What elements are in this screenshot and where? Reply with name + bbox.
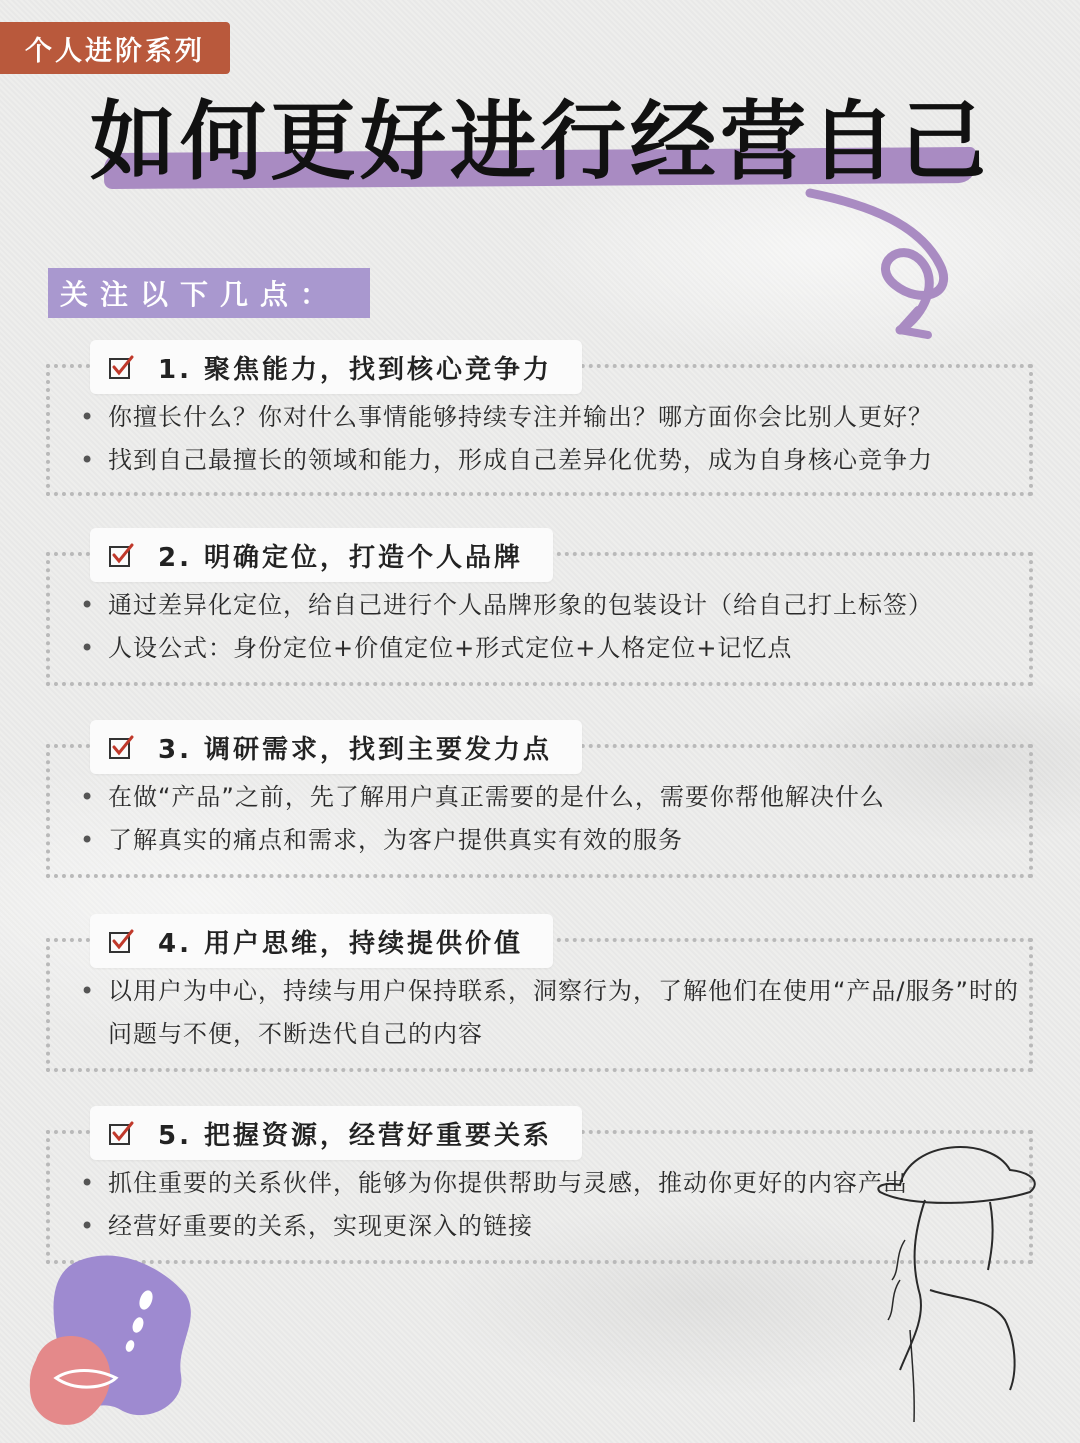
page-title: 如何更好进行经营自己 [90,92,990,192]
list-item: • 抓住重要的关系伙伴，能够为你提供帮助与灵感，推动你更好的内容产出 [80,1162,1019,1205]
list-item: • 在做“产品”之前，先了解用户真正需要的是什么，需要你帮他解决什么 [80,776,1019,819]
section-title-3 [90,720,582,774]
checkbox-checked-icon [108,354,134,380]
section-1 [46,354,1033,496]
section-title-text: 5. 把握资源，经营好重要关系 [158,1120,553,1151]
list-item: • 了解真实的痛点和需求，为客户提供真实有效的服务 [80,819,1019,862]
woman-in-hat-line-drawing-icon [870,1130,1050,1430]
swirl-arrow-icon [800,185,970,345]
section-title-4 [90,914,553,968]
section-title-text: 4. 用户思维，持续提供价值 [158,928,524,959]
section-title-2 [90,528,553,582]
section-3 [46,734,1033,878]
section-4 [46,928,1033,1072]
list-item: • 经营好重要的关系，实现更深入的链接 [80,1205,1019,1248]
focus-label: 关注以下几点： [48,268,370,318]
list-item: • 你擅长什么？你对什么事情能够持续专注并输出？哪方面你会比别人更好？ [80,396,1019,439]
list-item: • 通过差异化定位，给自己进行个人品牌形象的包装设计（给自己打上标签） [80,584,1019,627]
section-title-text: 1. 聚焦能力，找到核心竞争力 [158,354,553,385]
abstract-blobs-icon [26,1250,206,1430]
list-item: • 找到自己最擅长的领域和能力，形成自己差异化优势，成为自身核心竞争力 [80,439,1019,482]
series-tag: 个人进阶系列 [0,22,230,74]
list-item: • 以用户为中心，持续与用户保持联系，洞察行为，了解他们在使用“产品/服务”时的问题与不便，不断迭代自己的内容 [80,970,1019,1056]
checkbox-checked-icon [108,542,134,568]
section-2 [46,542,1033,686]
section-title-5 [90,1106,582,1160]
checkbox-checked-icon [108,928,134,954]
section-title-1 [90,340,582,394]
list-item: • 人设公式：身份定位+价值定位+形式定位+人格定位+记忆点 [80,627,1019,670]
section-title-text: 2. 明确定位，打造个人品牌 [158,542,524,573]
checkbox-checked-icon [108,734,134,760]
checkbox-checked-icon [108,1120,134,1146]
section-title-text: 3. 调研需求，找到主要发力点 [158,734,553,765]
